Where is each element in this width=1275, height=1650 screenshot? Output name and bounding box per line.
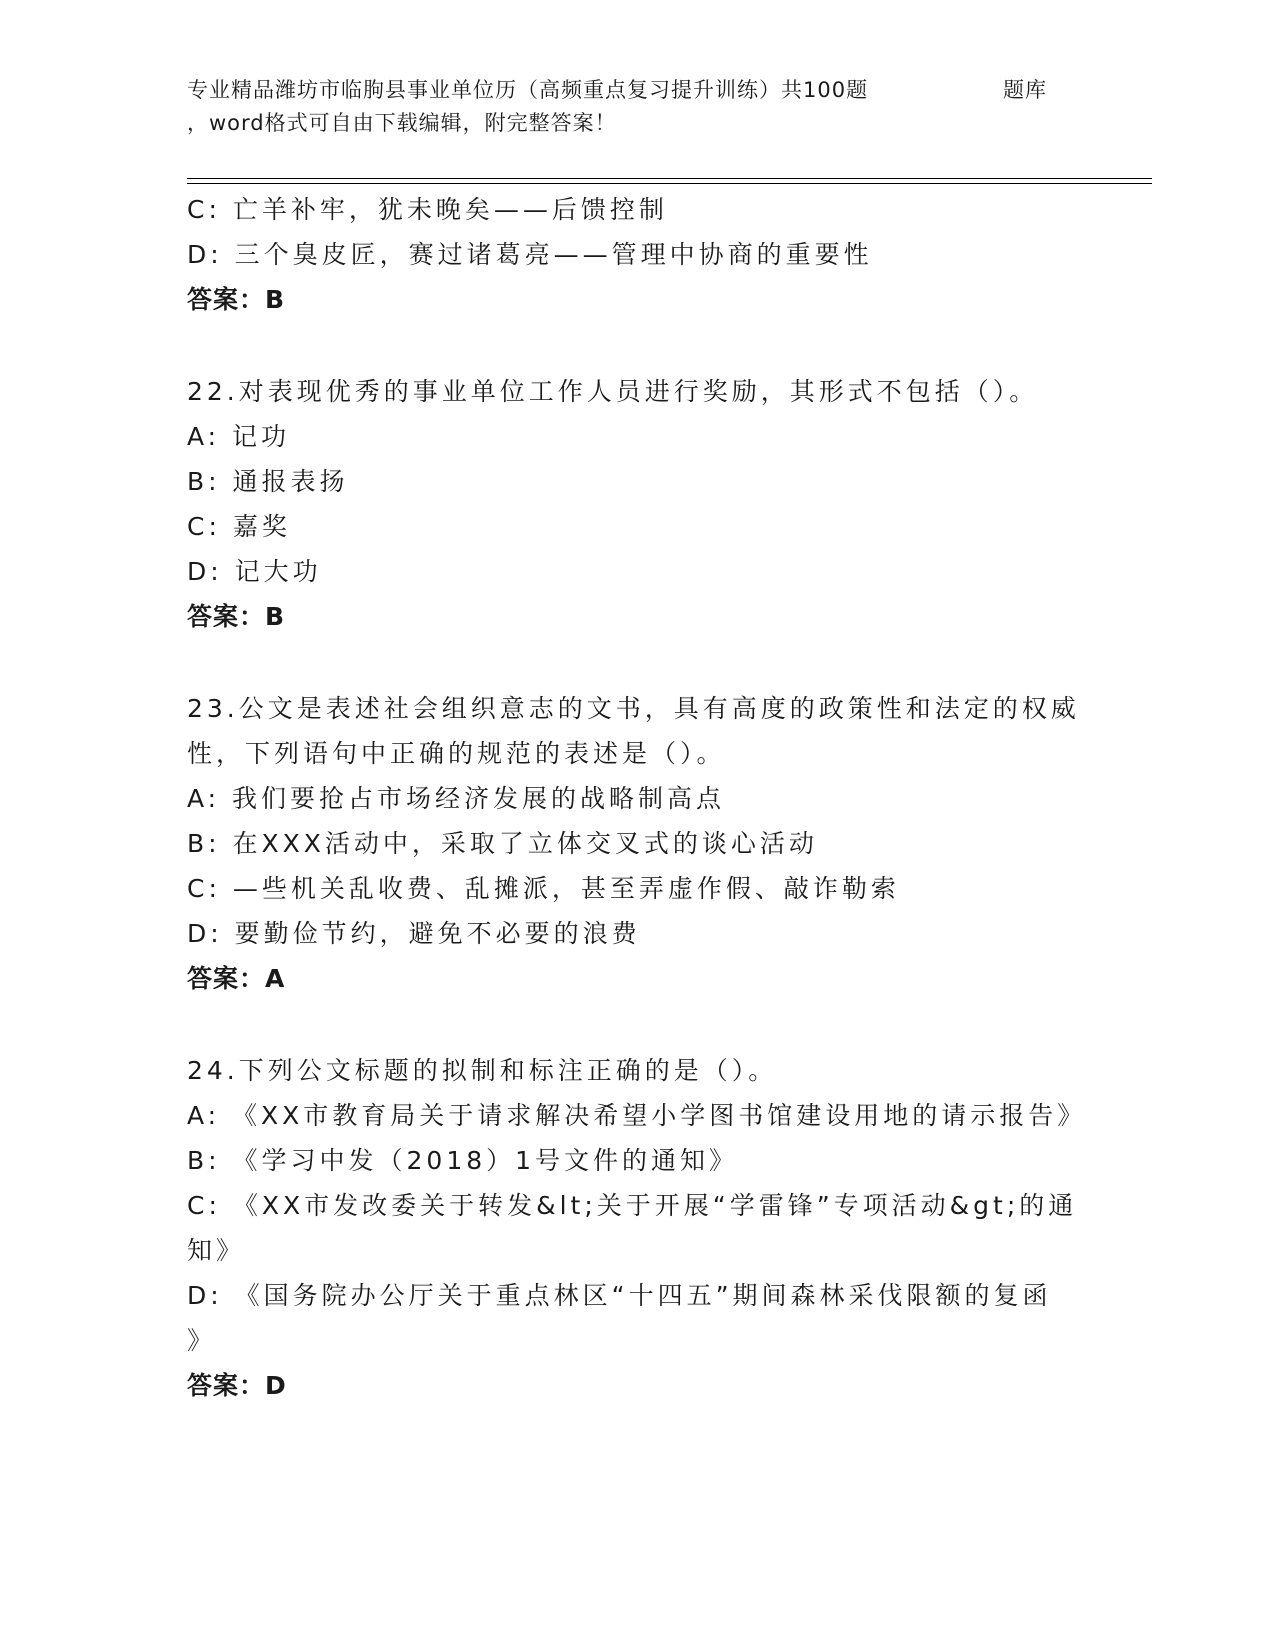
header-title: 专业精品潍坊市临朐县事业单位历（高频重点复习提升训练）共100题 xyxy=(187,78,869,102)
option-b: B: 《学习中发（2018）1号文件的通知》 xyxy=(187,1146,739,1175)
spacer xyxy=(187,1001,1087,1048)
question-block-22 xyxy=(187,369,1087,639)
header-divider-bottom xyxy=(187,183,1152,184)
question-block-21-tail xyxy=(187,187,1087,322)
option-c: C: 亡羊补牢，犹未晚矣——后馈控制 xyxy=(187,195,668,224)
spacer xyxy=(187,639,1087,686)
option-d-continued: 》 xyxy=(187,1326,217,1355)
option-b: B: 在XXX活动中，采取了立体交叉式的谈心活动 xyxy=(187,829,818,858)
answer-line: 答案：B xyxy=(187,602,286,631)
page-header xyxy=(187,74,1087,140)
option-c: C: 嘉奖 xyxy=(187,512,291,541)
question-block-23 xyxy=(187,686,1087,1001)
question-stem: 23.公文是表述社会组织意志的文书，具有高度的政策性和法定的权威 xyxy=(187,694,1080,723)
header-subtitle: ，word格式可自由下载编辑，附完整答案！ xyxy=(187,111,617,135)
option-a: A: 我们要抢占市场经济发展的战略制高点 xyxy=(187,784,726,813)
option-a: A: 《XX市教育局关于请求解决希望小学图书馆建设用地的请示报告》 xyxy=(187,1101,1087,1130)
option-d: D: 记大功 xyxy=(187,557,322,586)
option-c-continued: 知》 xyxy=(187,1236,246,1265)
option-b: B: 通报表扬 xyxy=(187,467,349,496)
option-c: C: —些机关乱收费、乱摊派，甚至弄虚作假、敲诈勒索 xyxy=(187,874,900,903)
question-block-24 xyxy=(187,1048,1087,1408)
header-divider-top xyxy=(187,178,1152,179)
question-stem-continued: 性，下列语句中正确的规范的表述是（）。 xyxy=(187,739,726,768)
question-content xyxy=(187,187,1087,1408)
answer-line: 答案：B xyxy=(187,285,286,314)
answer-line: 答案：A xyxy=(187,964,286,993)
spacer xyxy=(187,322,1087,369)
question-stem: 22.对表现优秀的事业单位工作人员进行奖励，其形式不包括（）。 xyxy=(187,377,1039,406)
answer-line: 答案：D xyxy=(187,1371,287,1400)
option-d: D: 要勤俭节约，避免不必要的浪费 xyxy=(187,919,641,948)
option-d: D: 《国务院办公厅关于重点林区“十四五”期间森林采伐限额的复函 xyxy=(187,1281,1052,1310)
header-line-1 xyxy=(187,74,1087,107)
question-stem: 24.下列公文标题的拟制和标注正确的是（）。 xyxy=(187,1056,778,1085)
option-a: A: 记功 xyxy=(187,422,291,451)
option-c: C: 《XX市发改委关于转发&lt;关于开展“学雷锋”专项活动&gt;的通 xyxy=(187,1191,1078,1220)
header-tag: 题库 xyxy=(1003,78,1047,102)
option-d: D: 三个臭皮匠，赛过诸葛亮——管理中协商的重要性 xyxy=(187,240,873,269)
